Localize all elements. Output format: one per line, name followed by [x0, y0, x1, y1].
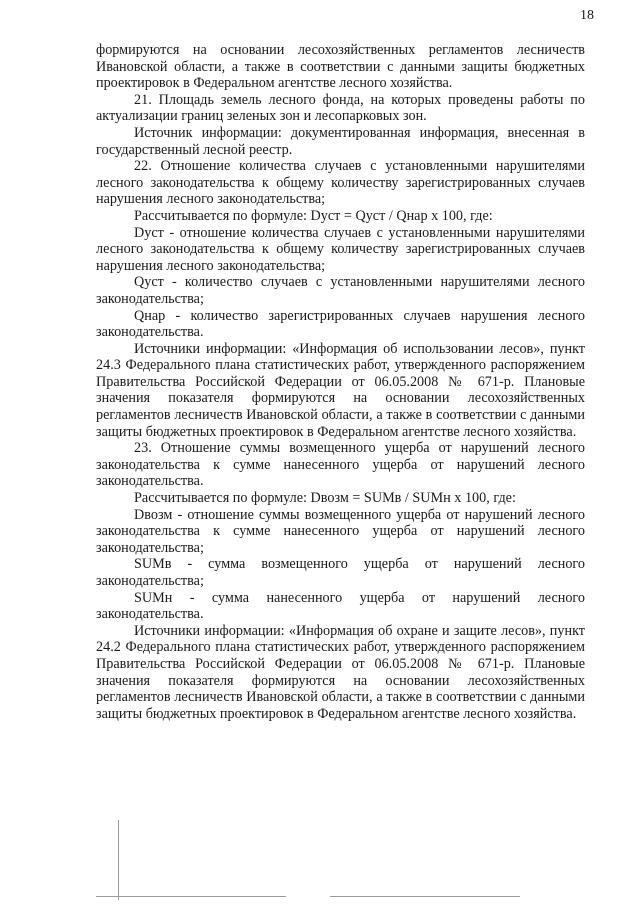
document-body: [96, 42, 585, 722]
paragraph-source-21: Источник информации: документированная информация, внесенная в государственный лесной реестр.: [96, 124, 585, 158]
paragraph-item-22: 22. Отношение количества случаев с установленными нарушителями лесного законодательства к общему количеству зарегистрированных случаев нарушения лесного законодательства;: [96, 158, 585, 208]
page-number: 18: [580, 8, 594, 23]
paragraph-formula-22: Рассчитывается по формуле: Dуст = Qуст / Qнар х 100, где:: [134, 207, 493, 224]
paragraph-item-21: 21. Площадь земель лесного фонда, на которых проведены работы по актуализации границ зеленых зон и лесопарковых зон.: [96, 91, 585, 125]
paragraph-item-23: 23. Отношение суммы возмещенного ущерба от нарушений лесного законодательства к сумме нанесенного ущерба от нарушений лесного законодательства.: [96, 440, 585, 490]
paragraph-def-qust: Qуст - количество случаев с установленными нарушителями лесного законодательства;: [96, 274, 585, 307]
scan-artifact-bottom-right: [330, 896, 520, 897]
paragraph-continuation: формируются на основании лесохозяйственных регламентов лесничеств Ивановской области, а также в соответствии с данными защиты бюджетных проектировок в Федеральном агентстве лесного хозяйства.: [96, 42, 585, 92]
scan-artifact-bottom-left: [96, 896, 286, 897]
paragraph-def-dust: Dуст - отношение количества случаев с установленными нарушителями лесного законодательства к общему количеству зарегистрированных случаев нарушения лесного законодательства;: [96, 224, 585, 274]
paragraph-def-sumv: SUMв - сумма возмещенного ущерба от нарушений лесного законодательства;: [96, 556, 585, 589]
paragraph-def-sumn: SUMн - сумма нанесенного ущерба от нарушений лесного законодательства.: [96, 589, 585, 623]
paragraph-def-qnar: Qнар - количество зарегистрированных случаев нарушения лесного законодательства.: [96, 307, 585, 341]
paragraph-formula-23: Рассчитывается по формуле: Dвозм = SUMв / SUMн х 100, где:: [134, 490, 516, 507]
paragraph-source-22: Источники информации: «Информация об использовании лесов», пункт 24.3 Федерального плана статистических работ, утвержденного распоряжением Правительства Российской Федерации от 06.05.2008 № 671-р. Плановые значения показателя формируются на основании лесохозяйственных регламентов лесничеств Ивановской области, а также в соответствии с данными защиты бюджетных проектировок в Федеральном агентстве лесного хозяйства.: [96, 340, 585, 440]
paragraph-def-dvozm: Dвозм - отношение суммы возмещенного ущерба от нарушений лесного законодательства к сумме нанесенного ущерба от нарушений лесного законодательства;: [96, 506, 585, 556]
paragraph-source-23: Источники информации: «Информация об охране и защите лесов», пункт 24.2 Федерального плана статистических работ, утвержденного распоряжением Правительства Российской Федерации от 06.05.2008 № 671-р. Плановые значения показателя формируются на основании лесохозяйственных регламентов лесничеств Ивановской области, а также в соответствии с данными защиты бюджетных проектировок в Федеральном агентстве лесного хозяйства.: [96, 622, 585, 722]
scan-artifact-left: [118, 820, 119, 900]
